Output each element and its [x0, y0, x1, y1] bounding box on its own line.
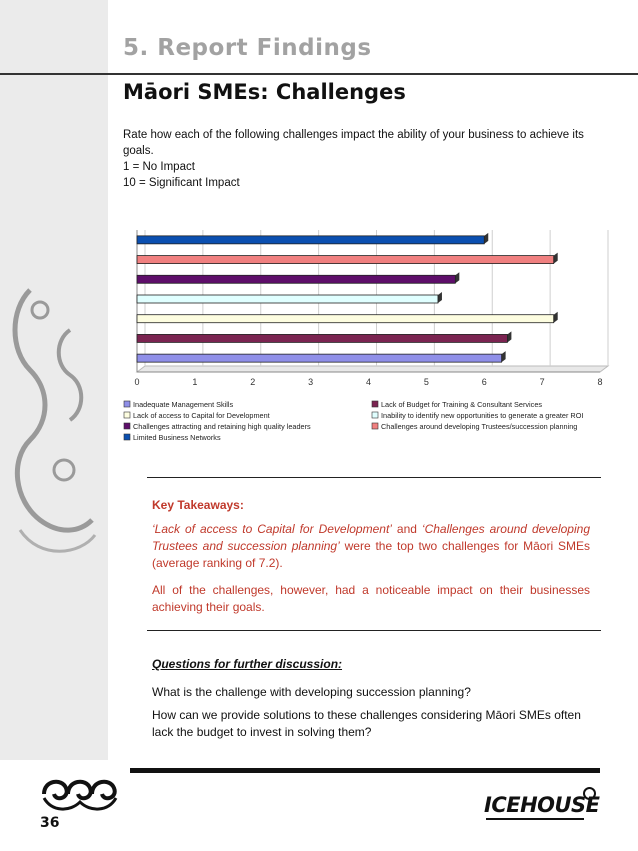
- logo-underline: [486, 818, 584, 820]
- scale-low-label: 1 = No Impact: [123, 161, 195, 173]
- header-divider: [0, 73, 638, 75]
- legend-swatch: [124, 412, 130, 418]
- icehouse-logo: ICEHOUSE: [484, 793, 600, 817]
- challenges-bar-chart: [110, 222, 615, 467]
- chart-bar: [137, 275, 455, 283]
- bar-end-face: [554, 253, 558, 264]
- legend-label: Inability to identify new opportunities to generate a greater ROI: [381, 411, 584, 420]
- x-tick-label: 7: [539, 377, 545, 387]
- chart-bar: [137, 295, 438, 303]
- legend-swatch: [124, 434, 130, 440]
- logo-ring-icon: [583, 787, 596, 800]
- x-tick-label: 1: [192, 377, 198, 387]
- legend-swatch: [372, 423, 378, 429]
- bar-end-face: [484, 233, 488, 244]
- chart-bar: [137, 256, 554, 264]
- chart-floor: [137, 366, 608, 372]
- chart-bar: [137, 354, 502, 362]
- chart-bar: [137, 334, 507, 342]
- takeaways-paragraph-2: All of the challenges, however, had a noticeable impact on their businesses achieving their goals.: [152, 583, 590, 614]
- chart-bar: [137, 315, 554, 323]
- intro-question: Rate how each of the following challenges impact the ability of your business to achieve its goals.: [123, 129, 584, 157]
- questions-heading: Questions for further discussion:: [152, 657, 343, 671]
- page-number: 36: [40, 815, 60, 831]
- legend-label: Challenges attracting and retaining high quality leaders: [133, 422, 311, 431]
- x-tick-label: 6: [481, 377, 487, 387]
- x-tick-label: 2: [250, 377, 256, 387]
- bar-end-face: [438, 292, 442, 303]
- question-2: How can we provide solutions to these challenges considering Māori SMEs often lack the budget to invest in solving them?: [152, 708, 581, 739]
- x-tick-label: 5: [423, 377, 429, 387]
- legend-label: Lack of Budget for Training & Consultant Services: [381, 400, 543, 409]
- x-tick-label: 4: [365, 377, 372, 387]
- footer-rule: [130, 768, 600, 773]
- legend-label: Limited Business Networks: [133, 433, 221, 442]
- legend-label: Challenges around developing Trustees/succession planning: [381, 422, 578, 431]
- intro-text: [123, 127, 603, 191]
- x-tick-label: 8: [597, 377, 603, 387]
- takeaways-top-rule: [147, 477, 601, 478]
- bar-end-face: [507, 331, 511, 342]
- question-1: What is the challenge with developing succession planning?: [152, 685, 471, 699]
- legend-swatch: [372, 412, 378, 418]
- maori-motif-icon: [40, 772, 120, 817]
- legend-swatch: [124, 401, 130, 407]
- legend-swatch: [124, 423, 130, 429]
- legend-swatch: [372, 401, 378, 407]
- legend-label: Lack of access to Capital for Development: [133, 411, 270, 420]
- chart-bar: [137, 236, 484, 244]
- x-tick-label: 3: [308, 377, 314, 387]
- section-label: 5. Report Findings: [123, 35, 372, 61]
- takeaways-paragraph-1: [152, 521, 590, 572]
- bar-end-face: [502, 351, 506, 362]
- takeaway-quote-1: ‘Lack of access to Capital for Development’: [152, 522, 392, 536]
- takeaways-bottom-rule: [147, 630, 601, 631]
- bar-end-face: [455, 272, 459, 283]
- x-tick-label: 0: [134, 377, 140, 387]
- takeaway-result: were the top two challenges for Māori SMEs (average ranking of 7.2).: [152, 539, 590, 570]
- koru-pattern-icon: [0, 270, 108, 570]
- takeaway-quote-2: ‘Challenges around developing Trustees and succession planning’: [152, 522, 590, 553]
- takeaways-heading: Key Takeaways:: [152, 498, 244, 512]
- bar-end-face: [554, 312, 558, 323]
- takeaway-conjunction: and: [391, 522, 422, 536]
- legend-label: Inadequate Management Skills: [133, 400, 234, 409]
- page-title: Māori SMEs: Challenges: [123, 80, 406, 104]
- scale-high-label: 10 = Significant Impact: [123, 177, 240, 189]
